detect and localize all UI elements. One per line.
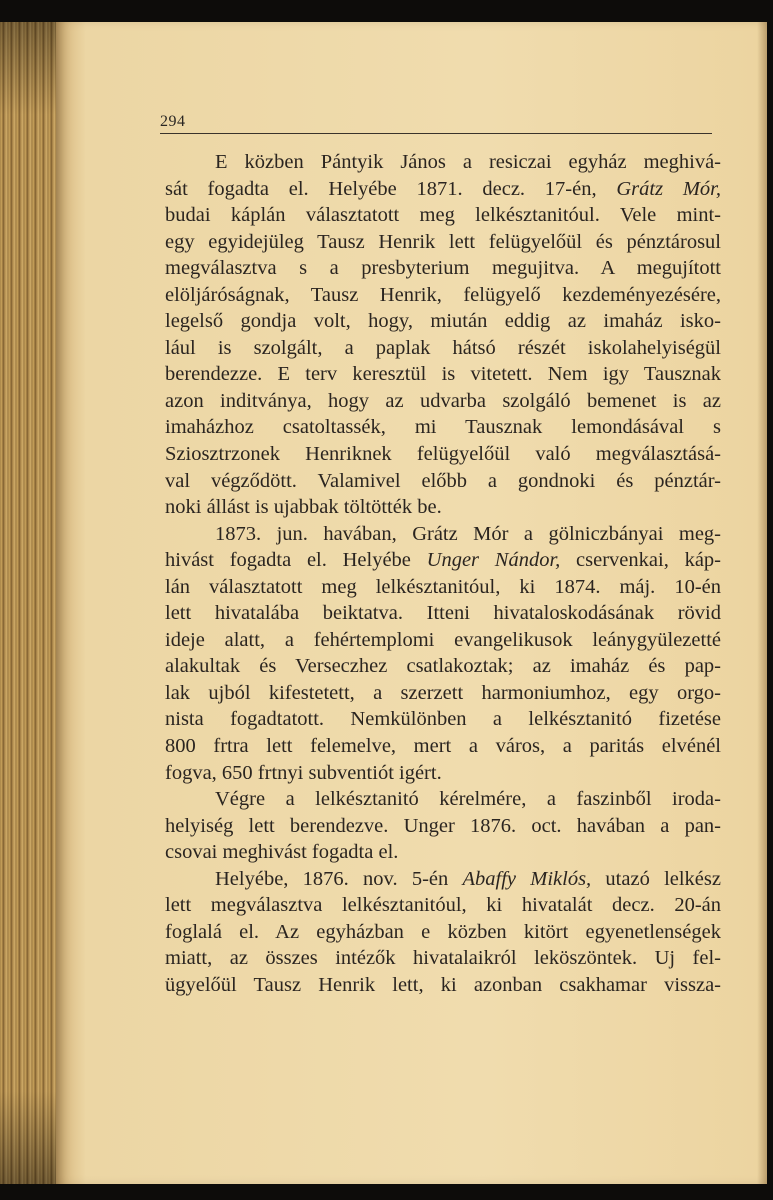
text-line [165,760,721,787]
text-line [165,706,721,733]
text-segment: ügyelőül Tausz Henrik lett, ki azonban csakhamar vissza- [165,973,721,996]
text-segment: 800 frtra lett felemelve, mert a város, a paritás elvénél [165,735,721,758]
text-line [165,733,721,760]
text-line [165,866,721,893]
text-line [165,176,721,203]
text-segment: legelső gondja volt, hogy, miután eddig az imaház isko- [165,310,721,333]
text-line [165,494,721,521]
italic-name: Grátz Mór, [616,177,721,200]
text-segment: fogva, 650 frtnyi subventiót igért. [165,761,442,784]
text-line [165,680,721,707]
text-line [165,414,721,441]
text-line [165,229,721,256]
page-edges [0,22,62,1184]
text-segment: ideje alatt, a fehértemplomi evangelikusok leánygyülezetté [165,628,721,651]
text-line [165,919,721,946]
text-segment: utazó lelkész [591,867,721,890]
text-line [165,627,721,654]
text-segment: alakultak és Verseczhez csatlakoztak; az imaház és pap- [165,655,721,678]
italic-name: Abaffy Miklós, [462,867,592,890]
text-line [165,839,721,866]
text-segment: budai káplán választatott meg lelkésztanitóul. Vele mint- [165,204,721,227]
text-line [165,361,721,388]
text-segment: 1873. jun. havában, Grátz Mór a gölniczbányai meg- [215,522,721,545]
body-text [165,149,721,999]
text-segment: elöljáróságnak, Tausz Henrik, felügyelő kezdeményezésére, [165,283,721,306]
text-line [165,388,721,415]
text-line [165,521,721,548]
text-segment: hivást fogadta el. Helyébe [165,549,427,572]
text-line [165,813,721,840]
text-line [165,945,721,972]
text-segment: cservenkai, káp- [560,549,721,572]
text-line [165,972,721,999]
text-segment: noki állást is ujabbak töltötték be. [165,496,442,519]
text-line [165,786,721,813]
text-line [165,600,721,627]
text-line [165,574,721,601]
text-segment: megválasztva s a presbyterium megujitva. A megujított [165,257,721,280]
text-segment: sát fogadta el. Helyébe 1871. decz. 17-én, [165,177,617,200]
text-line [165,149,721,176]
text-segment: helyiség lett berendezve. Unger 1876. oct. havában a pan- [165,814,721,837]
text-segment: lett hivatalába beiktatva. Itteni hivataloskodásának rövid [165,602,721,625]
text-segment: Sziosztrzonek Henriknek felügyelőül való megválasztásá- [165,443,721,466]
text-line [165,547,721,574]
text-segment: Végre a lelkésztanitó kérelmére, a faszinből iroda- [215,788,721,811]
text-segment: lett megválasztva lelkésztanitóul, ki hivatalát decz. 20-án [165,894,721,917]
text-line [165,282,721,309]
text-segment: egy egyidejüleg Tausz Henrik lett felügyelőül és pénztárosul [165,230,721,253]
text-line [165,335,721,362]
text-segment: nista fogadtatott. Nemkülönben a lelkésztanitó fizetése [165,708,721,731]
text-segment: lak ujból kifestetett, a szerzett harmoniumhoz, egy orgo- [165,681,721,704]
text-line [165,255,721,282]
italic-name: Unger Nándor, [426,549,561,572]
header-rule [160,133,712,134]
text-segment: lán választatott meg lelkésztanitóul, ki 1874. máj. 10-én [165,575,721,598]
text-segment: azon inditványa, hogy az udvarba szolgáló bemenet is az [165,389,721,412]
text-segment: val végződött. Valamivel előbb a gondnoki és pénztár- [165,469,721,492]
text-segment: imaházhoz csatoltassék, mi Tausznak lemondásával s [165,416,721,439]
text-line [165,653,721,680]
text-segment: berendezze. E terv keresztül is vitetett. Nem igy Tausznak [165,363,721,386]
text-line [165,202,721,229]
text-line [165,468,721,495]
text-segment: lául is szolgált, a paplak hátsó részét iskolahelyiségül [165,336,721,359]
text-segment: E közben Pántyik János a resiczai egyház meghivá- [215,151,721,173]
text-segment: miatt, az összes intézők hivatalaikról leköszöntek. Uj fel- [165,947,721,970]
page-number: 294 [160,113,186,130]
text-segment: Helyébe, 1876. nov. 5-én [215,867,463,890]
text-segment: csovai meghivást fogadta el. [165,841,399,864]
text-segment: foglalá el. Az egyházban e közben kitört egyenetlenségek [165,920,721,943]
text-line [165,308,721,335]
text-line [165,441,721,468]
text-line [165,892,721,919]
